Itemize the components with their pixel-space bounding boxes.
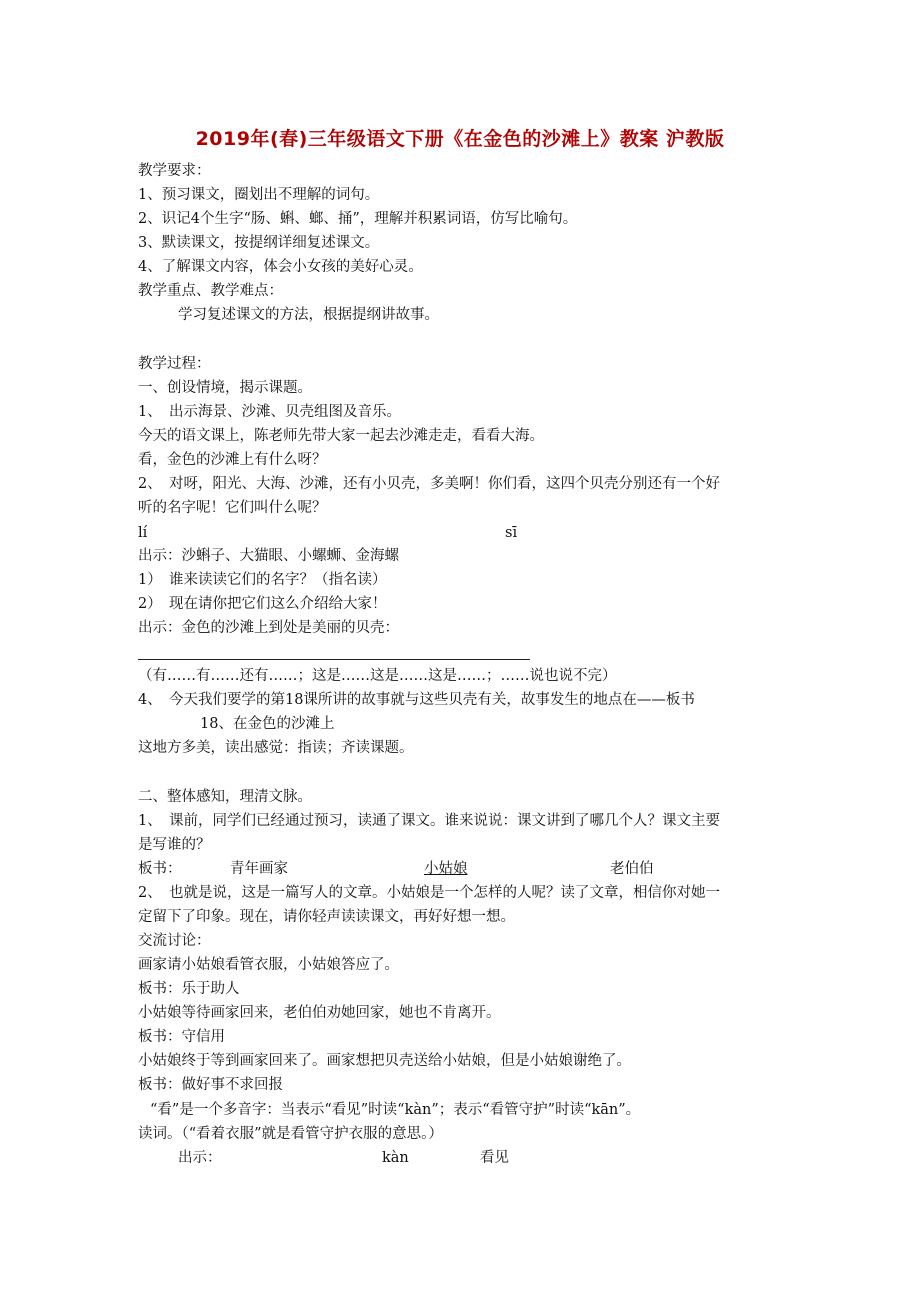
text-line: 交流讨论： [138,933,211,949]
text-line: 1、 出示海景、沙滩、贝壳组图及音乐。 [138,404,401,420]
pinyin-annotation: lí [138,525,148,541]
fill-in-blank-line [138,659,530,660]
text-line: 4、 今天我们要学的第18课所讲的故事就与这些贝壳有关，故事发生的地点在——板书 [138,692,695,708]
text-line: 2） 现在请你把它们这么介绍给大家！ [138,596,387,612]
text-line: 教学过程： [138,356,211,372]
text-line: 1） 谁来读读它们的名字？（指名读） [138,572,387,588]
text-line: 板书：乐于助人 [138,981,240,997]
text-line: 出示：沙蝌子、大猫眼、小螺蛳、金海螺 [138,548,399,564]
text-line: 小姑娘等待画家回来，老伯伯劝她回家，她也不肯离开。 [138,1005,501,1021]
text-line: 教学要求： [138,163,211,179]
text-line: 1、预习课文，圈划出不理解的词句。 [138,187,380,203]
text-line: 看，金色的沙滩上有什么呀？ [138,452,327,468]
show-word: 看见 [480,1150,509,1166]
text-line: 4、了解课文内容，体会小女孩的美好心灵。 [138,259,423,275]
text-line: 读词。（“看着衣服”就是看管守护衣服的意思。） [138,1126,443,1142]
text-line: 教学重点、教学难点： [138,283,283,299]
text-line: 是写谁的？ [138,837,211,853]
text-line: “看”是一个多音字：当表示“看见”时读“kàn”；表示“看管守护”时读“kān”。 [150,1102,641,1118]
text-line: 学习复述课文的方法，根据提纲讲故事。 [178,307,439,323]
board-item: 青年画家 [230,861,288,877]
text-line: 定留下了印象。现在，请你轻声读读课文，再好好想一想。 [138,909,515,925]
text-line: 二、整体感知，理清文脉。 [138,789,312,805]
text-line: 2、识记4个生字“肠、蝌、螂、捅”，理解并积累词语，仿写比喻句。 [138,211,578,227]
text-line: 画家请小姑娘看管衣服，小姑娘答应了。 [138,957,399,973]
text-line: 这地方多美，读出感觉：指读；齐读课题。 [138,740,414,756]
text-line: 18、在金色的沙滩上 [200,716,335,732]
text-line: 2、 也就是说，这是一篇写人的文章。小姑娘是一个怎样的人呢？读了文章，相信你对她一 [138,885,720,901]
pinyin-annotation: kàn [382,1150,409,1166]
board-item: 老伯伯 [610,861,654,877]
text-line: 板书：做好事不求回报 [138,1077,283,1093]
board-label: 板书： [138,861,182,877]
text-line: 3、默读课文，按提纲详细复述课文。 [138,235,380,251]
board-item-underlined: 小姑娘 [424,861,468,877]
pinyin-annotation: sī [505,525,518,541]
text-line: 听的名字呢！它们叫什么呢？ [138,500,327,516]
text-line: 出示：金色的沙滩上到处是美丽的贝壳： [138,620,399,636]
text-line: 2、 对呀，阳光、大海、沙滩，还有小贝壳，多美啊！你们看，这四个贝壳分别还有一个好 [138,476,720,492]
show-label: 出示： [178,1150,222,1166]
text-line: 板书：守信用 [138,1029,225,1045]
text-line: （有……有……还有……；这是……这是……这是……；……说也说不完） [138,668,617,684]
text-line: 今天的语文课上，陈老师先带大家一起去沙滩走走，看看大海。 [138,428,544,444]
text-line: 一、创设情境，揭示课题。 [138,380,312,396]
text-line: 1、 课前，同学们已经通过预习，读通了课文。谁来说说：课文讲到了哪几个人？课文主要 [138,813,720,829]
text-line: 小姑娘终于等到画家回来了。画家想把贝壳送给小姑娘，但是小姑娘谢绝了。 [138,1053,631,1069]
document-title: 2019年(春)三年级语文下册《在金色的沙滩上》教案 沪教版 [195,128,725,150]
